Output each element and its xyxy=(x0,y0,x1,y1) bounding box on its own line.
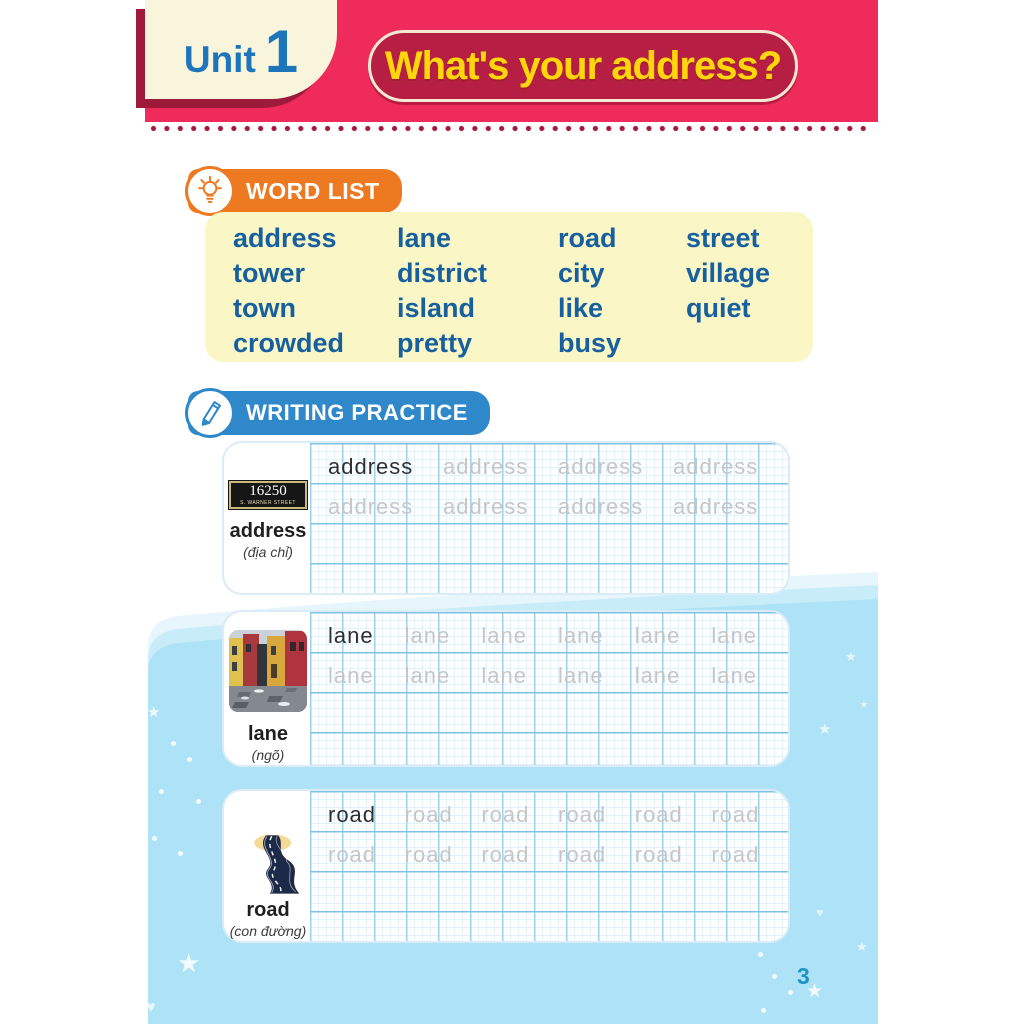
writing-practice-badge xyxy=(188,391,490,435)
trace-word: lane xyxy=(634,623,681,648)
star-decoration: ★ xyxy=(806,981,824,1002)
page-number: 3 xyxy=(797,963,810,989)
heart-decoration: ♥ xyxy=(816,905,824,920)
word-list-item: road xyxy=(558,223,617,253)
trace-row xyxy=(310,612,788,652)
trace-word: address xyxy=(673,454,759,479)
unit-title-pill xyxy=(368,30,798,102)
dotted-divider xyxy=(150,125,874,132)
word-list-item: island xyxy=(397,293,476,323)
trace-word: lane xyxy=(711,663,757,688)
trace-word: road xyxy=(481,802,530,827)
trace-word: road xyxy=(328,842,377,867)
trace-word: address xyxy=(443,494,529,519)
writing-grid xyxy=(310,791,788,941)
practice-card xyxy=(222,789,790,943)
trace-word: road xyxy=(558,802,607,827)
word-list-item: like xyxy=(558,293,604,323)
trace-row xyxy=(310,791,788,831)
word-list-item: village xyxy=(686,258,771,288)
star-decoration: ★ xyxy=(177,948,201,978)
trace-word: road xyxy=(711,842,760,867)
trace-word-example: address xyxy=(328,454,414,479)
practice-card xyxy=(222,610,790,767)
card-label xyxy=(224,443,312,593)
word-list-heading: WORD LIST xyxy=(246,177,380,204)
word-list-item: lane xyxy=(397,223,452,253)
unit-number: 1 xyxy=(264,18,299,85)
house-number-plaque xyxy=(229,481,307,509)
card-label xyxy=(224,791,312,941)
trace-row xyxy=(310,483,788,523)
trace-word: road xyxy=(404,842,453,867)
card-word-label: lane xyxy=(247,723,289,745)
writing-grid xyxy=(310,612,788,765)
card-word-translation: (địa chỉ) xyxy=(243,544,293,560)
card-label xyxy=(224,612,312,765)
trace-word: address xyxy=(558,494,644,519)
unit-tab xyxy=(145,0,337,99)
card-word-label: address xyxy=(229,520,307,542)
unit-label: Unit xyxy=(183,39,256,80)
trace-word: lane xyxy=(404,663,451,688)
star-decoration: ★ xyxy=(818,721,832,738)
trace-word: lane xyxy=(481,663,527,688)
trace-word: address xyxy=(443,454,529,479)
writing-grid xyxy=(310,443,788,593)
trace-row xyxy=(310,831,788,871)
word-list-item: tower xyxy=(233,258,306,288)
trace-word: address xyxy=(673,494,759,519)
word-list-item: district xyxy=(397,258,488,288)
word-list-item: busy xyxy=(558,328,622,358)
plaque-street: S. WARNER STREET xyxy=(240,500,296,506)
trace-word: road xyxy=(404,802,453,827)
plaque-number: 16250 xyxy=(249,483,287,499)
lane-photo xyxy=(229,630,307,712)
trace-word-example: road xyxy=(328,802,377,827)
trace-word: road xyxy=(481,842,530,867)
heart-decoration: ♥ xyxy=(146,999,156,1016)
word-list-item: quiet xyxy=(686,293,751,323)
star-decoration: ★ xyxy=(859,699,869,711)
star-decoration: ★ xyxy=(147,704,161,721)
trace-word: address xyxy=(558,454,644,479)
card-word-translation: (ngõ) xyxy=(251,747,285,763)
practice-card xyxy=(222,441,790,595)
trace-word: road xyxy=(558,842,607,867)
trace-word: road xyxy=(711,802,760,827)
trace-row xyxy=(310,652,788,692)
trace-word: lane xyxy=(404,623,451,648)
trace-word: lane xyxy=(711,623,757,648)
trace-word: road xyxy=(634,842,683,867)
pencil-icon xyxy=(185,388,235,438)
trace-word: address xyxy=(328,494,414,519)
trace-row xyxy=(310,443,788,483)
word-list-item: crowded xyxy=(233,328,345,358)
trace-word: lane xyxy=(328,663,374,688)
trace-word: lane xyxy=(558,663,604,688)
trace-word-example: lane xyxy=(328,623,374,648)
star-decoration: ★ xyxy=(845,649,857,664)
word-list-item: street xyxy=(686,223,760,253)
word-list-item: city xyxy=(558,258,605,288)
trace-word: lane xyxy=(634,663,681,688)
star-decoration: ★ xyxy=(856,939,868,954)
winding-road-illustration xyxy=(231,835,305,895)
unit-banner xyxy=(145,0,878,122)
card-word-translation: (con đường) xyxy=(229,923,307,939)
word-list-badge xyxy=(188,169,402,213)
word-list-box xyxy=(205,212,813,362)
lightbulb-icon xyxy=(185,166,235,216)
trace-word: road xyxy=(634,802,683,827)
trace-word: lane xyxy=(558,623,604,648)
unit-title: What's your address? xyxy=(384,43,782,88)
word-list-item: town xyxy=(233,293,296,323)
writing-practice-heading: WRITING PRACTICE xyxy=(246,400,468,425)
word-list-item: address xyxy=(233,223,337,253)
trace-word: lane xyxy=(481,623,527,648)
card-word-label: road xyxy=(246,899,290,921)
word-list-item: pretty xyxy=(397,328,473,358)
